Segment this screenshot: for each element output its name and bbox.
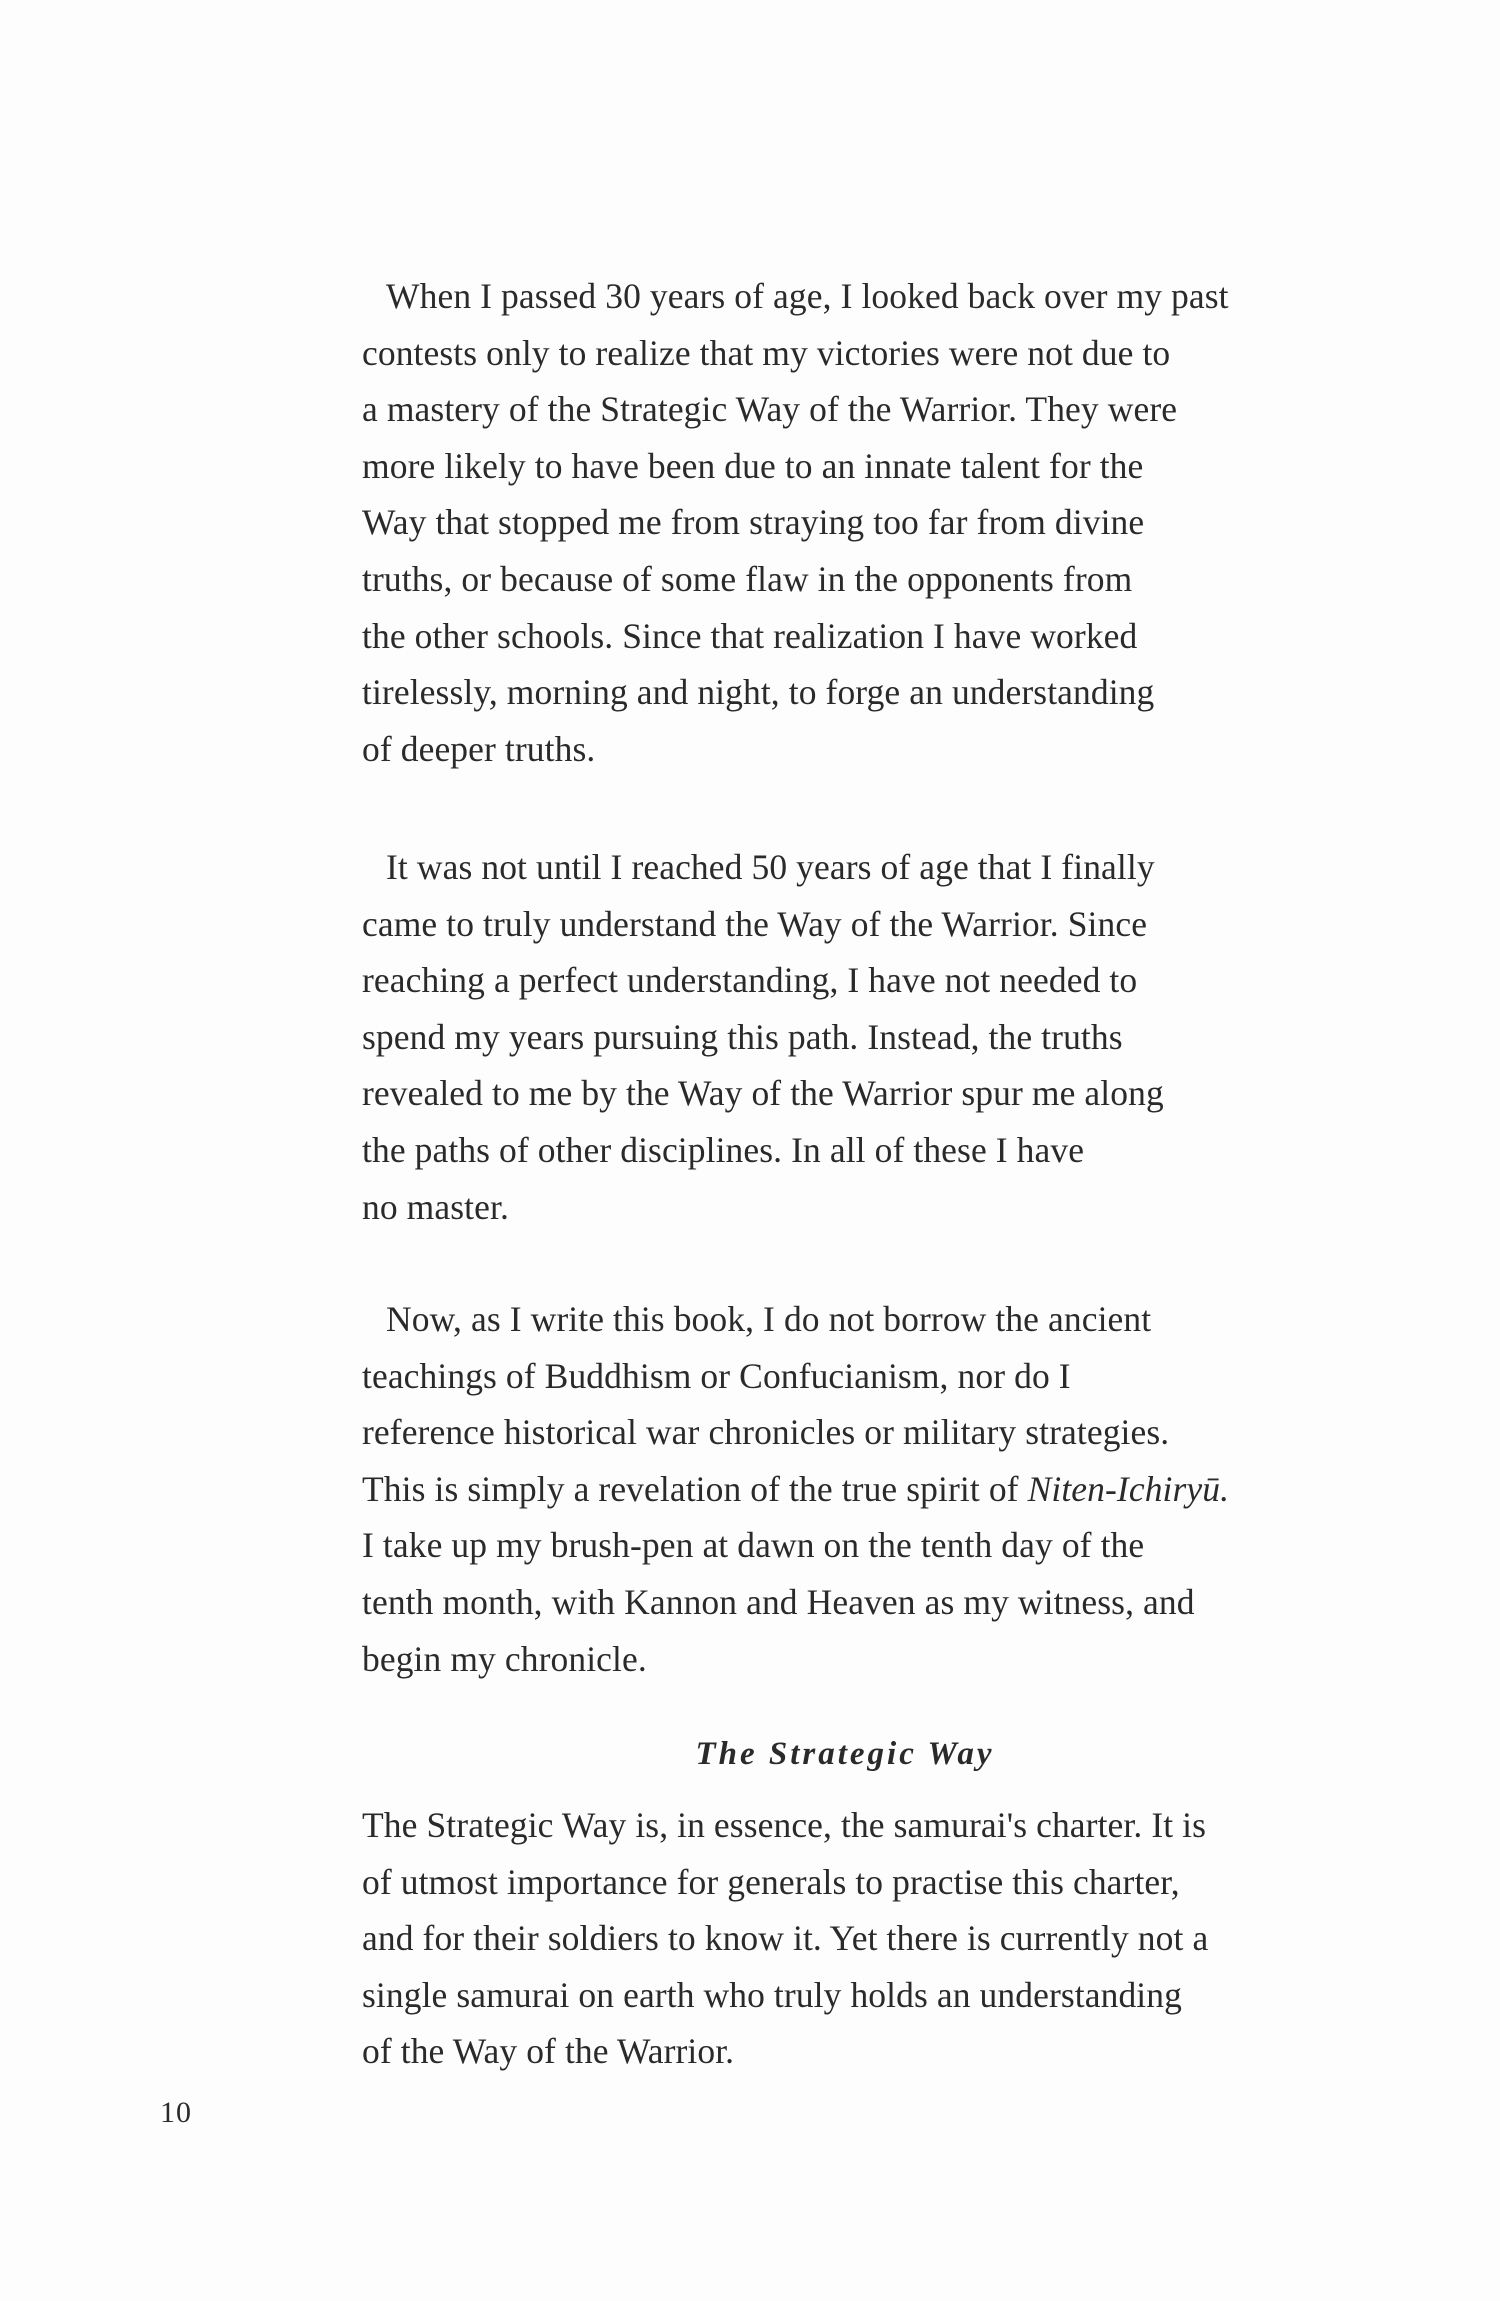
paragraph-line: of deeper truths. <box>362 728 596 769</box>
paragraph-4 <box>362 1797 1372 2080</box>
paragraph-2 <box>362 839 1372 1235</box>
page-number: 10 <box>160 2096 192 2129</box>
paragraph-line: reference historical war chronicles or military strategies. <box>362 1412 1170 1453</box>
paragraph-line: a mastery of the Strategic Way of the Warrior. They were <box>362 389 1178 430</box>
paragraph-line: the paths of other disciplines. In all of these I have <box>362 1129 1085 1170</box>
paragraph-line: teachings of Buddhism or Confucianism, nor do I <box>362 1355 1071 1396</box>
paragraph-line: tirelessly, morning and night, to forge an understanding <box>362 672 1155 713</box>
line-text: This is simply a revelation of the true spirit of <box>362 1468 1028 1509</box>
paragraph-line: spend my years pursuing this path. Instead, the truths <box>362 1016 1123 1057</box>
paragraph-line: revealed to me by the Way of the Warrior spur me along <box>362 1073 1164 1114</box>
paragraph-line: begin my chronicle. <box>362 1638 647 1679</box>
paragraph-line: of the Way of the Warrior. <box>362 2031 735 2072</box>
paragraph-3 <box>362 1291 1372 1687</box>
paragraph-line: came to truly understand the Way of the Warrior. Since <box>362 903 1148 944</box>
paragraph-line: Way that stopped me from straying too far from divine <box>362 502 1145 543</box>
paragraph-line: more likely to have been due to an innate talent for the <box>362 445 1144 486</box>
paragraph-1 <box>362 268 1372 777</box>
paragraph-line: I take up my brush-pen at dawn on the tenth day of the <box>362 1525 1145 1566</box>
paragraph-line: The Strategic Way is, in essence, the samurai's charter. It is <box>362 1805 1207 1845</box>
paragraph-line: truths, or because of some flaw in the opponents from <box>362 558 1133 599</box>
paragraph-line: reaching a perfect understanding, I have not needed to <box>362 960 1138 1001</box>
section-heading: The Strategic Way <box>695 1736 995 1772</box>
paragraph-line: and for their soldiers to know it. Yet there is currently not a <box>362 1918 1209 1959</box>
paragraph-line: single samurai on earth who truly holds an understanding <box>362 1974 1182 2015</box>
paragraph-line: contests only to realize that my victories were not due to <box>362 332 1171 373</box>
paragraph-line <box>362 1461 1372 1518</box>
school-name-italic: Niten-Ichiryū. <box>1027 1468 1230 1509</box>
paragraph-line: tenth month, with Kannon and Heaven as my witness, and <box>362 1581 1195 1622</box>
paragraph-line: the other schools. Since that realization I have worked <box>362 615 1138 656</box>
paragraph-line: Now, as I write this book, I do not borrow the ancient <box>386 1299 1152 1339</box>
paragraph-line: It was not until I reached 50 years of age that I finally <box>386 847 1155 887</box>
paragraph-line: When I passed 30 years of age, I looked back over my past <box>386 276 1229 316</box>
paragraph-line: no master. <box>362 1186 509 1227</box>
paragraph-line: of utmost importance for generals to practise this charter, <box>362 1861 1180 1902</box>
